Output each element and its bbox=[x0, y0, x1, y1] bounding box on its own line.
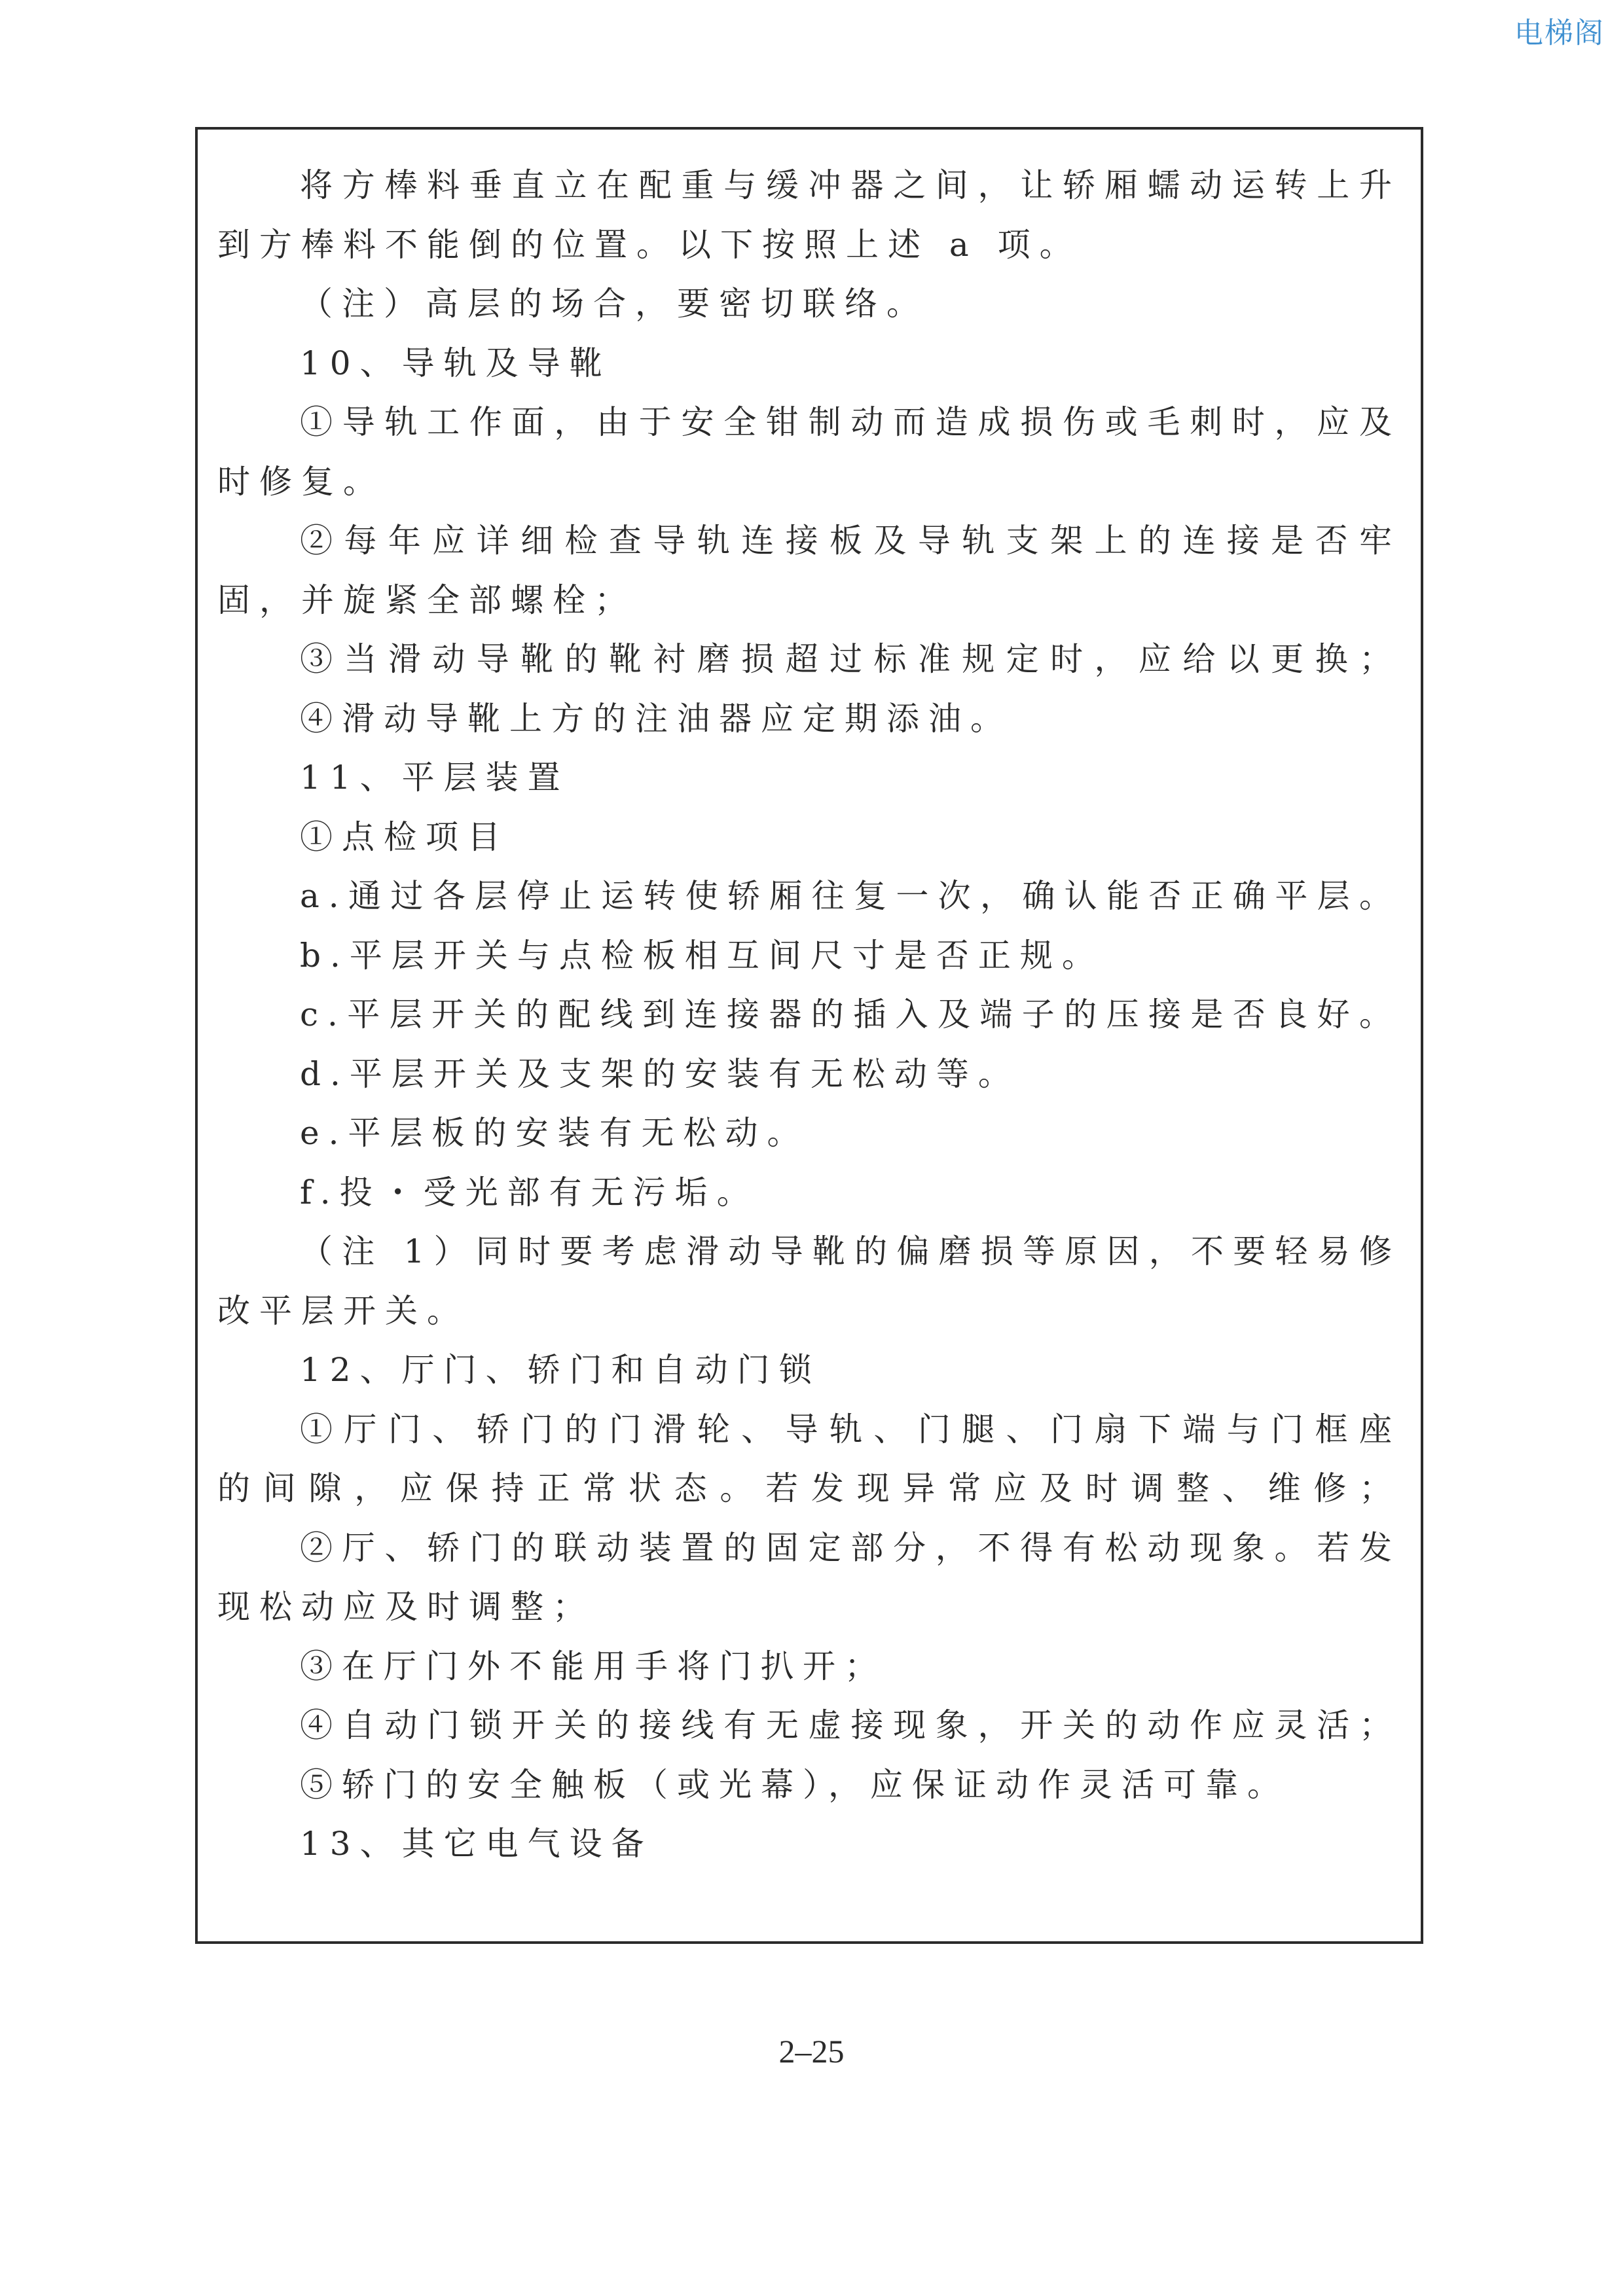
text-line: ①点检项目 bbox=[300, 817, 509, 856]
text-line: ③当滑动导靴的靴衬磨损超过标准规定时，应给以更换； bbox=[300, 640, 1401, 678]
text-line: ②每年应详细检查导轨连接板及导轨支架上的连接是否牢 bbox=[300, 522, 1401, 560]
text-line: 12、厅门、轿门和自动门锁 bbox=[300, 1351, 821, 1389]
text-line: 将方棒料垂直立在配重与缓冲器之间，让轿厢蠕动运转上升 bbox=[300, 166, 1401, 204]
text-line: b.平层开关与点检板相互间尺寸是否正规。 bbox=[300, 936, 1104, 975]
text-line: ①导轨工作面，由于安全钳制动而造成损伤或毛刺时，应及 bbox=[300, 403, 1401, 441]
text-line: c.平层开关的配线到连接器的插入及端子的压接是否良好。 bbox=[300, 996, 1401, 1033]
text-line: （注）高层的场合，要密切联络。 bbox=[300, 285, 928, 323]
text-line: a.通过各层停止运转使轿厢往复一次，确认能否正确平层。 bbox=[300, 877, 1401, 915]
watermark-logo: 电梯阁 bbox=[1514, 16, 1605, 50]
text-line: 固，并旋紧全部螺栓； bbox=[217, 581, 636, 619]
text-line: ⑤轿门的安全触板（或光幕），应保证动作灵活可靠。 bbox=[300, 1765, 1289, 1804]
text-line: e.平层板的安装有无松动。 bbox=[300, 1114, 809, 1152]
text-line: 10、导轨及导靴 bbox=[300, 344, 611, 382]
text-line: 的间隙，应保持正常状态。若发现异常应及时调整、维修； bbox=[217, 1469, 1401, 1507]
text-line: ④自动门锁开关的接线有无虚接现象，开关的动作应灵活； bbox=[300, 1706, 1401, 1744]
text-line: 11、平层装置 bbox=[300, 759, 570, 797]
text-line: 现松动应及时调整； bbox=[217, 1588, 594, 1626]
text-line: 到方棒料不能倒的位置。以下按照上述 a 项。 bbox=[217, 225, 1082, 264]
text-line: 时修复。 bbox=[217, 462, 385, 501]
text-line: 改平层开关。 bbox=[217, 1291, 469, 1330]
text-line: f.投・受光部有无污垢。 bbox=[300, 1173, 759, 1211]
text-line: 13、其它电气设备 bbox=[300, 1825, 653, 1863]
text-line: ②厅、轿门的联动装置的固定部分，不得有松动现象。若发 bbox=[300, 1528, 1401, 1567]
text-line: ①厅门、轿门的门滑轮、导轨、门腿、门扇下端与门框座 bbox=[300, 1410, 1401, 1448]
text-line: ④滑动导靴上方的注油器应定期添油。 bbox=[300, 699, 1012, 738]
text-line: （注 1）同时要考虑滑动导靴的偏磨损等原因，不要轻易修 bbox=[300, 1232, 1401, 1270]
text-line: d.平层开关及支架的安装有无松动等。 bbox=[300, 1054, 1020, 1093]
content-frame bbox=[195, 127, 1423, 1944]
page-number: 2–25 bbox=[778, 2033, 845, 2070]
text-line: ③在厅门外不能用手将门扒开； bbox=[300, 1647, 886, 1685]
